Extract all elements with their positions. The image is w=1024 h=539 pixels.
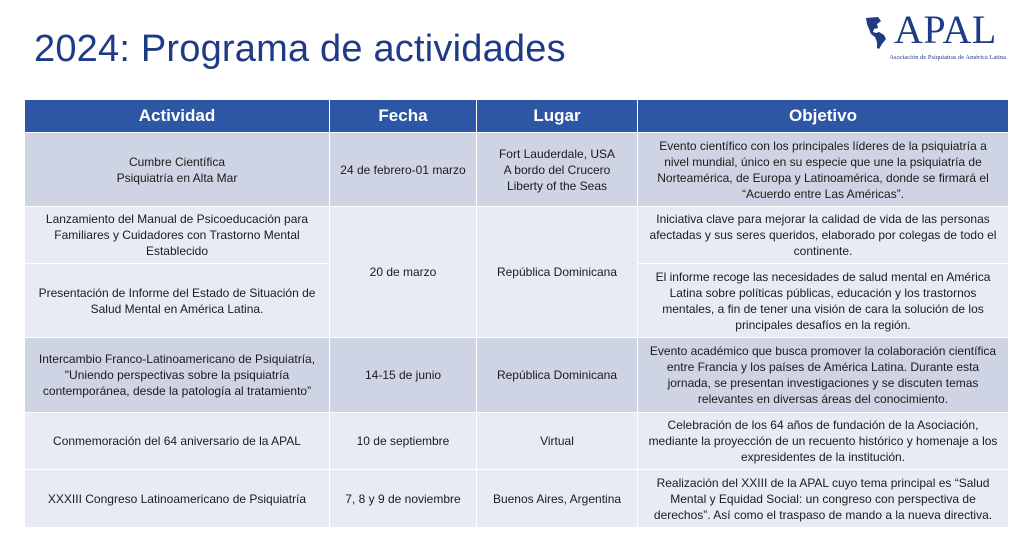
cell-lugar-line: Liberty of the Seas [506,178,608,193]
cell-objetivo: El informe recoge las necesidades de salud mental en América Latina sobre políticas públicas, educación y los trastornos mentales, a fin de tener una visión de cara la solución de los principales desafíos en la región. [638,264,1009,338]
header-actividad: Actividad [25,100,330,133]
table-row [25,413,1009,470]
cell-lugar-line: Fort Lauderdale, USA [498,146,616,161]
cell-lugar: Buenos Aires, Argentina [477,470,638,528]
table-row [25,207,1009,264]
table-row [25,133,1009,207]
cell-actividad: Intercambio Franco-Latinoamericano de Psiquiatría, "Uniendo perspectivas sobre la psiquiatría contemporánea, desde la patología al tratamiento” [25,338,330,413]
cell-actividad: XXXIII Congreso Latinoamericano de Psiquiatría [25,470,330,528]
page-title: 2024: Programa de actividades [34,28,566,70]
header-fecha: Fecha [330,100,477,133]
cell-actividad [25,133,330,207]
cell-lugar [477,133,638,207]
cell-actividad: Lanzamiento del Manual de Psicoeducación para Familiares y Cuidadores con Trastorno Mental Establecido [25,207,330,264]
cell-fecha: 10 de septiembre [330,413,477,470]
cell-objetivo: Evento académico que busca promover la colaboración científica entre Francia y los países de América Latina. Durante esta jornada, se presentan investigaciones y se discuten temas relevantes en diversas áreas del conocimiento. [638,338,1009,413]
cell-objetivo: Iniciativa clave para mejorar la calidad de vida de las personas afectadas y sus seres queridos, elaborado por colegas de todo el continente. [638,207,1009,264]
cell-fecha: 7, 8 y 9 de noviembre [330,470,477,528]
header-lugar: Lugar [477,100,638,133]
table-row [25,470,1009,528]
cell-lugar-line: A bordo del Crucero [503,162,611,177]
logo-wordmark: APAL [894,7,997,52]
cell-objetivo: Realización del XXIII de la APAL cuyo tema principal es “Salud Mental y Equidad Social: un congreso con perspectiva de derechos”. Así como el traspaso de mando a la nueva directiva. [638,470,1009,528]
table-header-row [25,100,1009,133]
cell-objetivo: Evento científico con los principales líderes de la psiquiatría a nivel mundial, único en su especie que une la psiquiatría de Norteamérica, de Europa y Latinoamérica, donde se firmará el “Acuerdo entre Las Américas”. [638,133,1009,207]
table-row [25,338,1009,413]
cell-actividad-line: Psiquiatría en Alta Mar [116,170,238,185]
cell-actividad-line: Cumbre Científica [128,154,226,169]
cell-lugar: Virtual [477,413,638,470]
logo-tagline: Asociación de Psiquiatras de América Latina [889,54,1006,61]
cell-lugar: República Dominicana [477,207,638,338]
apal-logo [864,7,1006,62]
cell-actividad: Presentación de Informe del Estado de Situación de Salud Mental en América Latina. [25,264,330,338]
cell-actividad: Conmemoración del 64 aniversario de la APAL [25,413,330,470]
header-objetivo: Objetivo [638,100,1009,133]
americas-map-icon [864,16,890,50]
cell-fecha: 24 de febrero-01 marzo [330,133,477,207]
activities-table [24,99,1009,528]
cell-fecha: 20 de marzo [330,207,477,338]
cell-lugar: República Dominicana [477,338,638,413]
cell-objetivo: Celebración de los 64 años de fundación de la Asociación, mediante la proyección de un recuento histórico y homenaje a los expresidentes de la institución. [638,413,1009,470]
cell-fecha: 14-15 de junio [330,338,477,413]
